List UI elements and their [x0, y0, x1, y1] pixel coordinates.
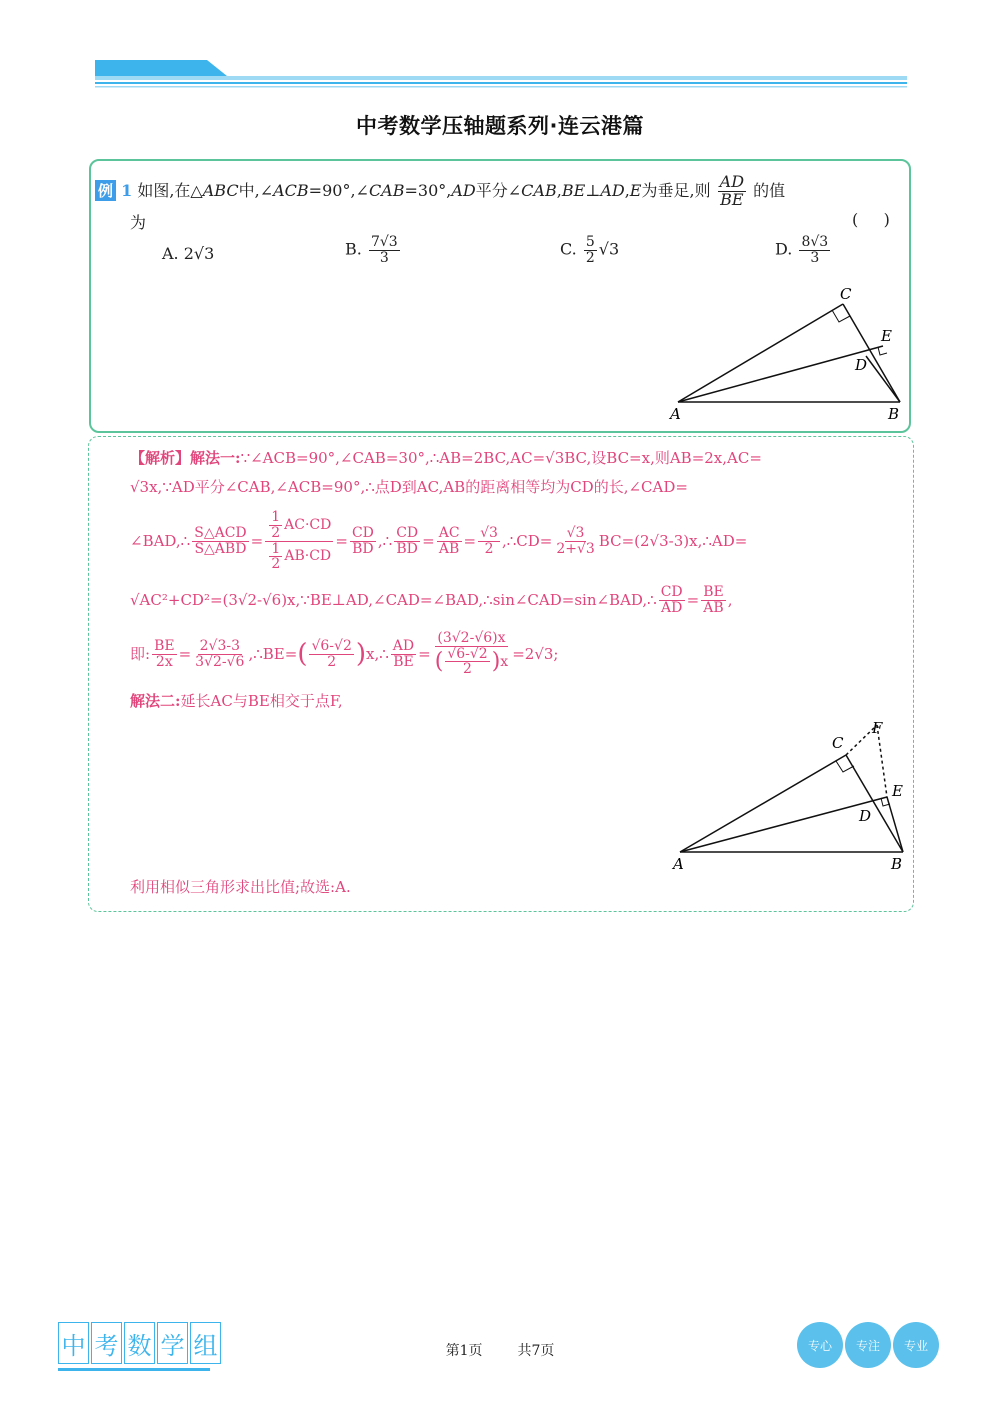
frac-num: CD — [351, 524, 374, 541]
logo-underline — [58, 1368, 210, 1371]
half — [269, 542, 282, 572]
stem-text: ⊥ — [585, 180, 601, 200]
frac-num: (3√2-√6)x — [437, 629, 506, 646]
label-b: B — [891, 855, 903, 873]
frac-den: 2 — [327, 653, 337, 670]
solution-line-5: 即: $\frac{BE}{2x}$ = $\frac{2√3-3}{3√2-√6}$ ,∴BE= ( $\frac{√6-√2}{2}$ ) x,∴ $\frac{AD}{BE}$ = (3√2-√6)x ( $\frac{√6-√2}{2}$ ) x =2√3; — [130, 629, 559, 678]
stem-var: AD — [451, 180, 476, 200]
stem-text: , — [556, 180, 562, 200]
stem-var: AD — [600, 180, 625, 200]
ratio-fraction — [718, 174, 746, 209]
example-tag: 例 — [95, 180, 116, 201]
badge: 专业 — [893, 1322, 939, 1368]
badge: 专心 — [797, 1322, 843, 1368]
frac-den: x — [500, 653, 509, 670]
inner-fraction — [445, 647, 489, 677]
badge: 专注 — [845, 1322, 891, 1368]
label-d: D — [855, 356, 868, 374]
stem-text: 为垂足,则 — [641, 180, 711, 200]
frac-num: √3 — [566, 524, 585, 541]
stem-text: =30°, — [404, 180, 452, 200]
frac-num: CD — [660, 583, 683, 600]
choice-c[interactable] — [560, 235, 619, 265]
logo-char: 组 — [190, 1322, 221, 1364]
solution-text: ,∴CD= — [501, 531, 553, 550]
frac-num: S△ACD — [194, 524, 247, 541]
solution-text: √AC²+CD²=(3√2-√6)x,∵BE⊥AD,∠CAD=∠BAD,∴sin∠CAD=sin∠BAD,∴ — [130, 590, 657, 609]
half-ratio — [265, 510, 333, 572]
stem-text: 中,∠ — [238, 180, 274, 200]
logo-char: 数 — [124, 1322, 155, 1364]
example-stem — [95, 174, 911, 209]
solution-text: ∠BAD,∴ — [130, 531, 191, 550]
equals: = — [418, 644, 431, 663]
root3-over-2 — [478, 526, 500, 556]
cd-bd-2 — [394, 526, 420, 556]
solution-text: ∵∠ACB=90°,∠CAB=30°,∴AB=2BC,AC=√3BC,设BC=x,则AB=2x,AC= — [240, 449, 762, 467]
label-e: E — [892, 782, 903, 800]
solution-line-3 — [130, 505, 747, 577]
frac-num: √6-√2 — [447, 645, 488, 662]
example-number: 1 — [121, 180, 133, 200]
label-b: B — [888, 405, 900, 423]
extended-triangle-figure — [665, 715, 910, 875]
stem-text: 平分∠ — [475, 180, 522, 200]
label-d: D — [859, 807, 872, 825]
big-fraction: (3√2-√6)x ( $\frac{√6-√2}{2}$ ) x — [434, 629, 509, 678]
label-a: A — [670, 405, 681, 423]
solution-text: =2√3; — [512, 644, 559, 663]
half — [269, 510, 282, 540]
method-1-label: 解法一: — [190, 449, 241, 467]
cd-bd — [350, 526, 376, 556]
stem-text: , — [624, 180, 630, 200]
equals: = — [422, 531, 435, 550]
frac-num: 1 — [271, 540, 281, 557]
solution-text: 延长AC与BE相交于点F, — [180, 692, 343, 710]
header-banner — [95, 58, 907, 90]
equals: = — [686, 590, 700, 609]
frac-den: 3√2-√6 — [195, 653, 245, 670]
label-c: C — [840, 285, 852, 303]
equals: = — [250, 531, 264, 550]
frac-den: AD — [661, 599, 683, 616]
choice-d[interactable] — [775, 235, 832, 265]
frac-den: 3 — [810, 249, 820, 266]
logo-char: 学 — [157, 1322, 188, 1364]
choice-a[interactable] — [162, 244, 214, 263]
page-number: 第1页 — [445, 1343, 483, 1359]
label-e: E — [881, 327, 892, 345]
label-f: F — [872, 719, 883, 737]
area-ratio — [192, 526, 248, 556]
frac-num: 1 — [271, 509, 281, 526]
frac-den: BE — [720, 189, 744, 209]
choice-label: C. — [560, 239, 577, 259]
frac-den: AB — [438, 540, 460, 557]
frac-num: √6-√2 — [311, 637, 352, 654]
label-a: A — [673, 855, 684, 873]
therefore: ,∴ — [377, 531, 393, 550]
be-value — [309, 639, 353, 669]
stem-var: ABC — [202, 180, 239, 200]
cd-ad — [659, 585, 685, 615]
solution-head: 【解析】 — [130, 449, 191, 467]
frac-num: 2√3-3 — [199, 637, 240, 654]
choice-label: D. — [775, 239, 793, 259]
stem-var: ACB — [273, 180, 309, 200]
frac-num: BE — [703, 583, 724, 600]
frac-num: BE — [154, 637, 175, 654]
choice-fraction — [799, 235, 830, 265]
frac-den: BE — [393, 653, 414, 670]
be-2x — [152, 639, 177, 669]
choice-b[interactable] — [345, 235, 402, 265]
choice-value: 2√3 — [183, 244, 215, 263]
frac-num: √3 — [480, 524, 498, 541]
ad-be — [391, 639, 416, 669]
equals: = — [335, 531, 348, 550]
solution-text: x,∴ — [366, 644, 389, 663]
ratio-value — [193, 639, 246, 669]
choice-tail: √3 — [598, 239, 620, 259]
frac-num: 5 — [585, 234, 595, 250]
cd-fraction — [554, 526, 596, 556]
frac-den: AB — [703, 599, 724, 616]
equals: = — [463, 531, 477, 550]
stem-var: CAB — [368, 180, 405, 200]
frac-num: AC — [438, 524, 460, 541]
be-ab — [701, 585, 726, 615]
ac-ab — [437, 526, 462, 556]
frac-den: 2 — [271, 524, 281, 541]
stem-text: =90°,∠ — [308, 180, 369, 200]
stem-var: BE — [561, 180, 586, 200]
stem-text: 的值 — [753, 180, 786, 200]
solution-final: 利用相似三角形求出比值;故选:A. — [130, 878, 351, 896]
solution-line-4 — [130, 580, 733, 620]
frac-den: 2 — [271, 556, 281, 573]
page-total: 共7页 — [517, 1343, 555, 1359]
frac-den: S△ABD — [194, 540, 247, 557]
frac-num: CD — [396, 524, 419, 541]
equals: = — [178, 644, 192, 663]
frac-den: 2+√3 — [556, 540, 595, 557]
frac-den: 3 — [379, 249, 389, 266]
page-title: 中考数学压轴题系列·连云港篇 — [356, 114, 644, 138]
answer-paren: ( ) — [852, 210, 890, 229]
solution-line-2: √3x,∵AD平分∠CAB,∠ACB=90°,∴点D到AC,AB的距离相等均为CD的长,∠CAD= — [130, 478, 688, 496]
label-c: C — [832, 734, 844, 752]
choice-fraction — [584, 235, 597, 265]
solution-line-1 — [130, 451, 762, 466]
triangle-figure — [660, 280, 910, 425]
footer-badges — [797, 1322, 939, 1368]
frac-num: 8√3 — [801, 234, 829, 250]
frac-den: AB·CD — [284, 548, 332, 565]
frac-den: 2 — [484, 540, 494, 557]
stem-var: CAB — [521, 180, 557, 200]
stem-continuation: 为 — [130, 213, 147, 232]
frac-den: BD — [396, 540, 418, 557]
frac-num: AD — [392, 637, 415, 654]
stem-var: E — [629, 180, 642, 200]
frac-den: BD — [352, 540, 374, 557]
solution-text: , — [727, 590, 733, 609]
solution-text: 即: — [130, 644, 151, 663]
frac-den: 2 — [585, 249, 595, 266]
logo-char: 考 — [91, 1322, 122, 1364]
choice-fraction — [369, 235, 400, 265]
solution-text: BC=(2√3-3)x,∴AD= — [598, 531, 748, 550]
frac-den: 2 — [463, 661, 472, 678]
frac-num: 7√3 — [370, 234, 398, 250]
frac-den: 2x — [155, 653, 173, 670]
logo-char: 中 — [58, 1322, 89, 1364]
choice-label: B. — [345, 239, 362, 259]
solution-text: ,∴BE= — [248, 644, 298, 663]
method-2-label: 解法二: — [130, 692, 181, 710]
solution-method-2 — [130, 694, 343, 709]
choice-label: A. — [162, 244, 179, 263]
stem-text: 如图,在△ — [137, 180, 203, 200]
frac-num: AD — [719, 172, 745, 191]
frac-num: AC·CD — [284, 516, 332, 533]
